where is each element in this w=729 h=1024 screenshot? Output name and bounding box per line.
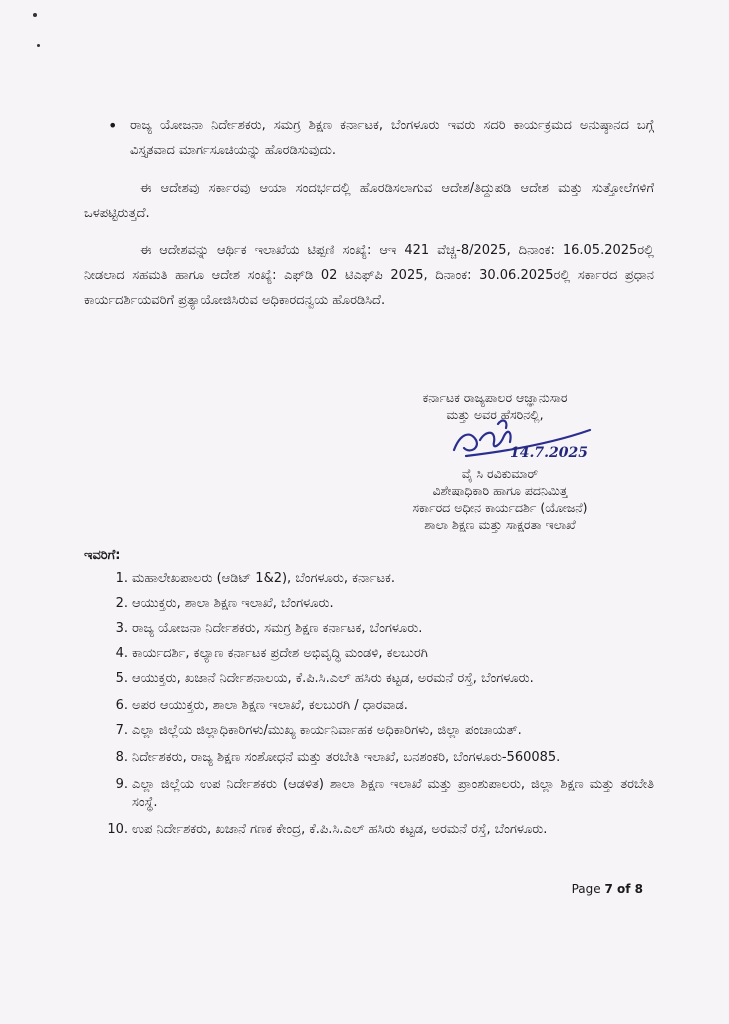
recipient-text: ಉಪ ನಿರ್ದೇಶಕರು, ಖಜಾನೆ ಗಣಕ ಕೇಂದ್ರ, ಕೆ.ಪಿ.ಸಿ.ಎಲ್ ಹಸಿರು ಕಟ್ಟಡ, ಅರಮನೆ ರಸ್ತೆ, ಬೆಂಗಳೂರು. bbox=[132, 822, 548, 837]
scan-speck bbox=[37, 44, 40, 47]
recipient-text: ಕಾರ್ಯದರ್ಶಿ, ಕಲ್ಯಾಣ ಕರ್ನಾಟಕ ಪ್ರದೇಶ ಅಭಿವೃದ್ಧಿ ಮಂಡಳಿ, ಕಲಬುರಗಿ bbox=[132, 646, 428, 661]
recipient-text: ಎಲ್ಲಾ ಜಿಲ್ಲೆಯ ಜಿಲ್ಲಾಧಿಕಾರಿಗಳು/ಮುಖ್ಯ ಕಾರ್ಯನಿರ್ವಾಹಕ ಅಧಿಕಾರಿಗಳು, ಜಿಲ್ಲಾ ಪಂಚಾಯತ್. bbox=[132, 723, 522, 738]
signatory-name: ವೈ ಸಿ ರವಿಕುಮಾರ್ bbox=[461, 466, 539, 481]
recipient-item bbox=[84, 697, 654, 715]
recipients-list bbox=[84, 570, 654, 846]
recipient-number: 8. bbox=[115, 750, 128, 765]
recipient-text: ಎಲ್ಲಾ ಜಿಲ್ಲೆಯ ಉಪ ನಿರ್ದೇಶಕರು (ಆಡಳಿತ) ಶಾಲಾ ಶಿಕ್ಷಣ ಇಲಾಖೆ ಮತ್ತು ಪ್ರಾಂಶುಪಾಲರು, ಜಿಲ್ಲಾ ಶಿಕ್ಷಣ ಮತ್ತು ತರಬೇತಿ ಸಂಸ್ಥೆ. bbox=[132, 777, 654, 810]
page-prefix: Page bbox=[571, 882, 605, 896]
recipient-text: ಆಯುಕ್ತರು, ಖಜಾನೆ ನಿರ್ದೇಶನಾಲಯ, ಕೆ.ಪಿ.ಸಿ.ಎಲ್ ಹಸಿರು ಕಟ್ಟಡ, ಅರಮನೆ ರಸ್ತೆ, ಬೆಂಗಳೂರು. bbox=[132, 671, 534, 686]
recipient-number: 4. bbox=[115, 646, 128, 661]
bullet-text: ರಾಜ್ಯ ಯೋಜನಾ ನಿರ್ದೇಶಕರು, ಸಮಗ್ರ ಶಿಕ್ಷಣ ಕರ್ನಾಟಕ, ಬೆಂಗಳೂರು ಇವರು ಸದರಿ ಕಾರ್ಯಕ್ರಮದ ಅನುಷ್ಠಾನದ ಬಗ್ಗೆ ವಿಸ್ತೃತವಾದ ಮಾರ್ಗಸೂಚಿಯನ್ನು ಹೊರಡಿಸುವುದು. bbox=[130, 118, 654, 158]
recipient-number: 3. bbox=[115, 621, 128, 636]
recipient-number: 10. bbox=[107, 822, 128, 837]
recipient-item bbox=[84, 776, 654, 812]
recipient-number: 5. bbox=[115, 671, 128, 686]
applicability-text: ಈ ಆದೇಶವು ಸರ್ಕಾರವು ಆಯಾ ಸಂದರ್ಭದಲ್ಲಿ ಹೊರಡಿಸಲಾಗುವ ಆದೇಶ/ತಿದ್ದುಪಡಿ ಆದೇಶ ಮತ್ತು ಸುತ್ತೋಲೆಗಳಿಗೆ ಒಳಪಟ್ಟಿರುತ್ತದೆ. bbox=[84, 181, 654, 221]
recipient-number: 7. bbox=[115, 723, 128, 738]
scan-speck bbox=[33, 13, 37, 17]
recipient-text: ರಾಜ್ಯ ಯೋಜನಾ ನಿರ್ದೇಶಕರು, ಸಮಗ್ರ ಶಿಕ್ಷಣ ಕರ್ನಾಟಕ, ಬೆಂಗಳೂರು. bbox=[132, 621, 423, 636]
recipient-text: ಅಪರ ಆಯುಕ್ತರು, ಶಾಲಾ ಶಿಕ್ಷಣ ಇಲಾಖೆ, ಕಲಬುರಗಿ / ಧಾರವಾಡ. bbox=[132, 698, 408, 713]
recipient-item bbox=[84, 749, 654, 767]
recipient-number: 2. bbox=[115, 596, 128, 611]
signatory-department: ಶಾಲಾ ಶಿಕ್ಷಣ ಮತ್ತು ಸಾಕ್ಷರತಾ ಇಲಾಖೆ bbox=[424, 517, 576, 532]
signatory-designation-2: ಸರ್ಕಾರದ ಅಧೀನ ಕಾರ್ಯದರ್ಶಿ (ಯೋಜನೆ) bbox=[412, 500, 588, 515]
page-footer bbox=[572, 882, 643, 896]
page-separator: of bbox=[612, 882, 635, 896]
recipient-number: 6. bbox=[115, 698, 128, 713]
recipient-item bbox=[84, 620, 654, 638]
recipient-item bbox=[84, 821, 654, 839]
recipient-item bbox=[84, 722, 654, 740]
guideline-bullet bbox=[84, 113, 654, 163]
signature-date: 14.7.2025 bbox=[510, 445, 588, 461]
page-current: 7 bbox=[604, 882, 613, 896]
applicability-paragraph bbox=[84, 176, 654, 226]
recipient-text: ಮಹಾಲೇಖಪಾಲರು (ಆಡಿಟ್ 1&2), ಬೆಂಗಳೂರು, ಕರ್ನಾಟಕ. bbox=[132, 571, 396, 586]
recipient-number: 9. bbox=[115, 777, 128, 792]
recipients-heading: ಇವರಿಗೆ: bbox=[84, 548, 121, 563]
signatory-designation-1: ವಿಶೇಷಾಧಿಕಾರಿ ಹಾಗೂ ಪದನಿಮಿತ್ತ bbox=[432, 483, 568, 498]
recipient-number: 1. bbox=[115, 571, 128, 586]
recipient-item bbox=[84, 670, 654, 688]
order-line-2: ಮತ್ತು ಅವರ ಹೆಸರಿನಲ್ಲಿ, bbox=[446, 407, 544, 422]
page-total: 8 bbox=[634, 882, 643, 896]
recipient-item bbox=[84, 595, 654, 613]
authority-text: ಈ ಆದೇಶವನ್ನು ಆರ್ಥಿಕ ಇಲಾಖೆಯ ಟಿಪ್ಪಣಿ ಸಂಖ್ಯೆ: ಆಇ 421 ವೆಚ್ಚ-8/2025, ದಿನಾಂಕ: 16.05.2025ರಲ್ಲಿ ನೀಡಲಾದ ಸಹಮತಿ ಹಾಗೂ ಆದೇಶ ಸಂಖ್ಯೆ: ಎಫ್‌ಡಿ 02 ಟಿಎಫ್‌ಪಿ 2025, ದಿನಾಂಕ: 30.06.2025ರಲ್ಲಿ ಸರ್ಕಾರದ ಪ್ರಧಾನ ಕಾರ್ಯದರ್ಶಿಯವರಿಗೆ ಪ್ರತ್ಯಾಯೋಜಿಸಿರುವ ಅಧಿಕಾರದನ್ವಯ ಹೊರಡಿಸಿದೆ. bbox=[84, 243, 654, 308]
authority-paragraph bbox=[84, 238, 654, 313]
recipient-item bbox=[84, 570, 654, 588]
recipient-item bbox=[84, 645, 654, 663]
bullet-dot: • bbox=[108, 116, 118, 135]
recipient-text: ನಿರ್ದೇಶಕರು, ರಾಜ್ಯ ಶಿಕ್ಷಣ ಸಂಶೋಧನೆ ಮತ್ತು ತರಬೇತಿ ಇಲಾಖೆ, ಬನಶಂಕರಿ, ಬೆಂಗಳೂರು-560085. bbox=[132, 750, 561, 765]
recipient-text: ಆಯುಕ್ತರು, ಶಾಲಾ ಶಿಕ್ಷಣ ಇಲಾಖೆ, ಬೆಂಗಳೂರು. bbox=[132, 596, 334, 611]
signatory-block bbox=[300, 465, 700, 533]
order-line-1: ಕರ್ನಾಟಕ ರಾಜ್ಯಪಾಲರ ಆಜ್ಞಾನುಸಾರ bbox=[422, 390, 568, 405]
